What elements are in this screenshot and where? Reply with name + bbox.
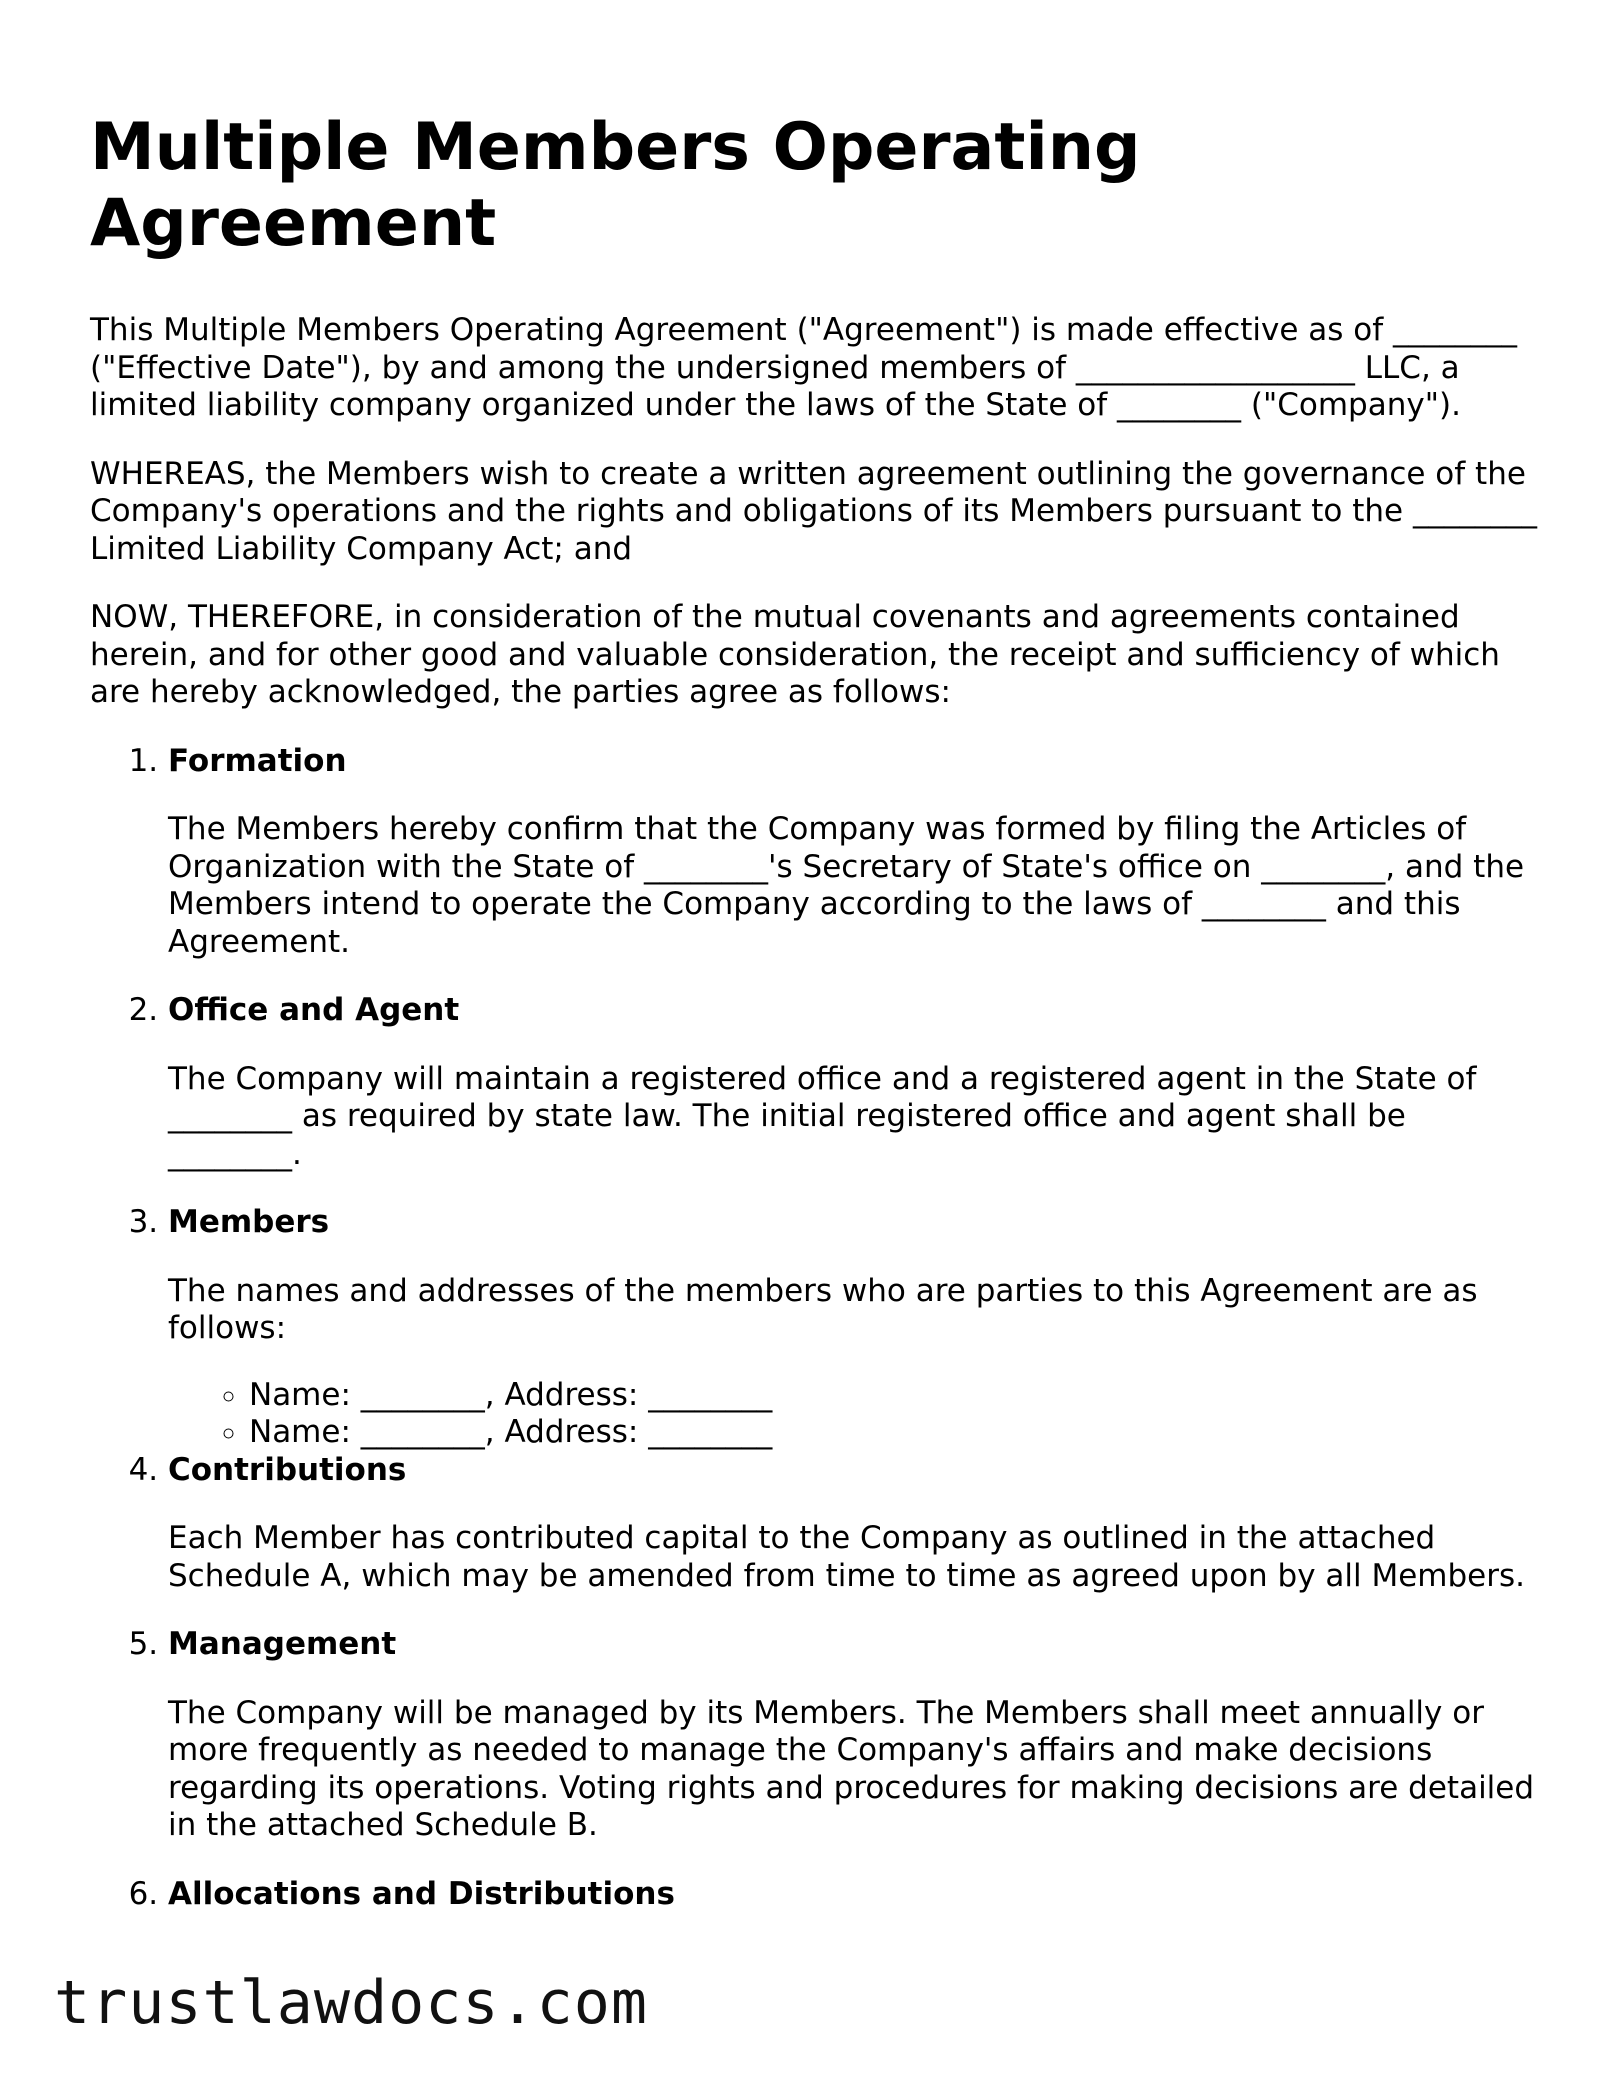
section-text: The Members hereby confirm that the Company was formed by filing the Articles of Organization with the State of ________'s Secretary of State's office on ________, and the Members intend to operate the Company according to the laws of ________ and this Agreement. xyxy=(168,811,1525,960)
section-text: The Company will be managed by its Members. The Members shall meet annually or more frequently as needed to manage the Company's affairs and make decisions regarding its operations. Voting rights and procedures for making decisions are detailed in the attached Schedule B. xyxy=(168,1694,1535,1843)
section-title: 1. Formation xyxy=(168,742,347,779)
section-title: 4. Contributions xyxy=(168,1451,407,1488)
section-title: 2. Office and Agent xyxy=(168,992,460,1028)
document-title: Multiple Members Operating Agreement xyxy=(90,110,1141,261)
section-title: 3. Members xyxy=(168,1204,330,1240)
section-members xyxy=(168,1204,1540,1452)
section-text: Each Member has contributed capital to the Company as outlined in the attached Schedule A, which may be amended from time to time as agreed upon by all Members. xyxy=(168,1520,1526,1594)
section-management xyxy=(168,1626,1540,1845)
section-title: 5. Management xyxy=(168,1626,397,1662)
now-therefore-paragraph: NOW, THEREFORE, in consideration of the mutual covenants and agreements contained herein, and for other good and valuable consideration, the receipt and sufficiency of which are hereby acknowledged, the parties agree as follows: xyxy=(90,599,1500,710)
member-entry: ◦ Name: ________, Address: ________ xyxy=(249,1414,1540,1452)
section-text: The names and addresses of the members who are parties to this Agreement are as follows: xyxy=(168,1272,1478,1346)
section-office-and-agent xyxy=(168,992,1540,1173)
sections-list xyxy=(90,743,1540,1914)
intro-paragraph: This Multiple Members Operating Agreement ("Agreement") is made effective as of ________ ("Effective Date"), by and among the undersigned members of __________________ LLC, a limited liability company organized under the laws of the State of ________ ("Company"). xyxy=(90,312,1518,423)
section-title: 6. Allocations and Distributions xyxy=(168,1875,675,1912)
watermark-text: trustlawdocs.com xyxy=(48,1968,654,2038)
section-text: The Company will maintain a registered office and a registered agent in the State of ________ as required by state law. The initial registered office and agent shall be ________. xyxy=(168,1060,1477,1172)
whereas-paragraph: WHEREAS, the Members wish to create a written agreement outlining the governance of the Company's operations and the rights and obligations of its Members pursuant to the ________ Limited Liability Company Act; and xyxy=(90,455,1537,567)
section-formation xyxy=(168,743,1540,962)
document-page xyxy=(90,110,1540,1944)
section-allocations-and-distributions xyxy=(168,1876,1540,1914)
member-entry: ◦ Name: ________, Address: ________ xyxy=(249,1377,1540,1415)
section-contributions xyxy=(168,1452,1540,1596)
members-list xyxy=(168,1377,1540,1452)
